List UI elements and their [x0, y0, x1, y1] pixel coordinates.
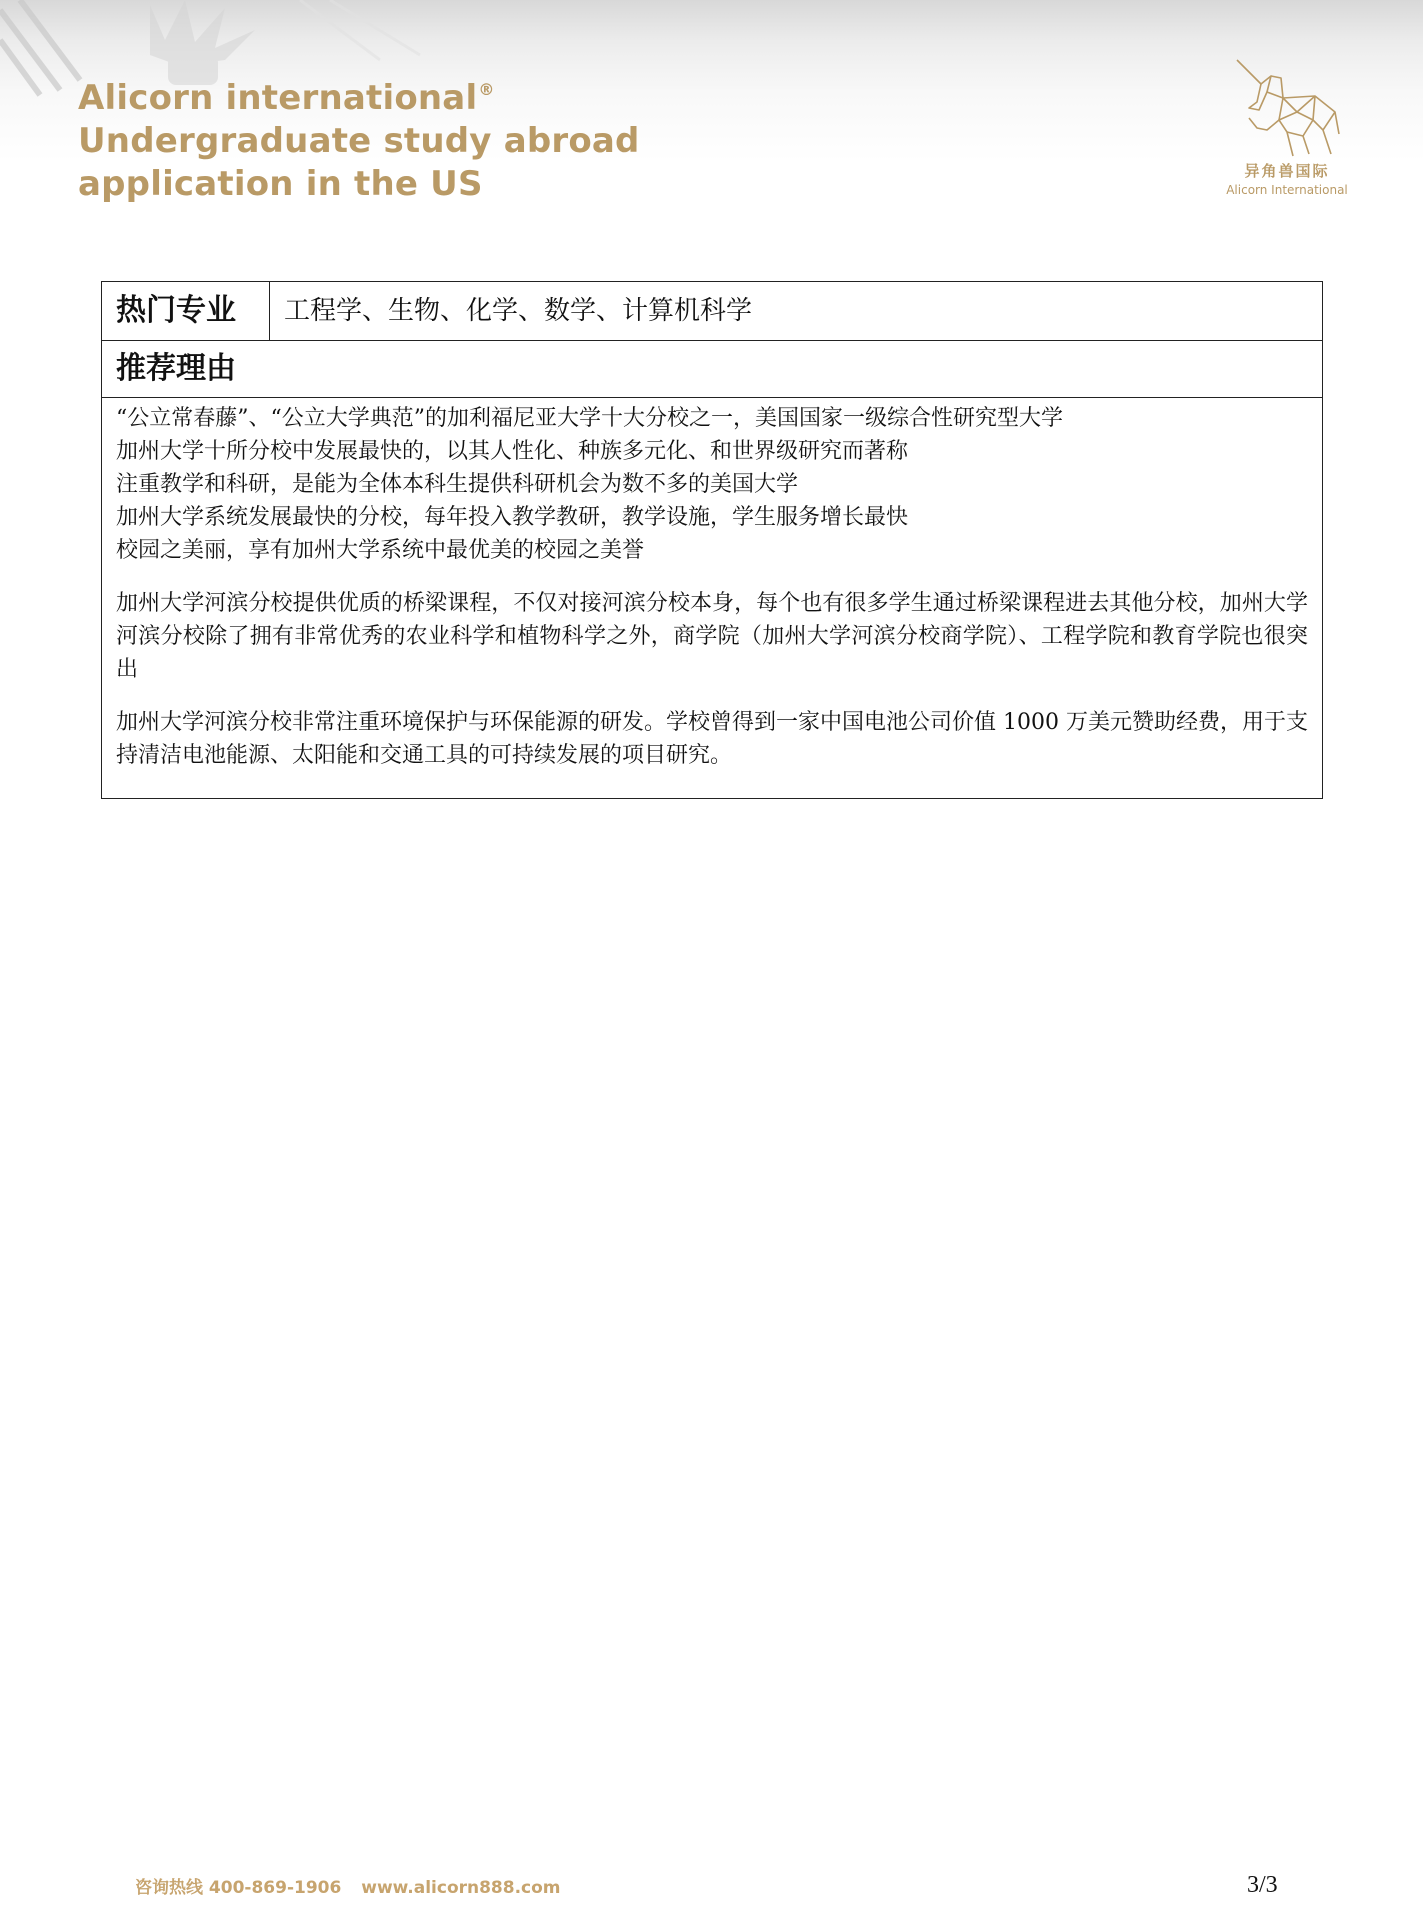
brand-line-1: Alicorn international [78, 78, 478, 118]
footer-contact [135, 1873, 561, 1898]
registered-mark: ® [478, 80, 495, 99]
logo-english-name: Alicorn International [1226, 183, 1348, 197]
popular-majors-value: 工程学、生物、化学、数学、计算机科学 [284, 296, 753, 326]
brand-line-2: Undergraduate study abroad [78, 121, 640, 161]
recommendation-reason-body [102, 398, 1322, 798]
reason-line: 注重教学和科研，是能为全体本科生提供科研机会为数不多的美国大学 [116, 472, 799, 497]
logo-chinese-name: 异角兽国际 [1244, 162, 1330, 180]
reason-line: 加州大学十所分校中发展最快的，以其人性化、种族多元化、和世界级研究而著称 [116, 439, 909, 464]
brand-line-3: application in the US [78, 164, 483, 204]
website-link[interactable]: www.alicorn888.com [361, 1878, 561, 1898]
hotline-text: 咨询热线 400-869-1906 [135, 1878, 342, 1898]
page-number: 3/3 [1247, 1872, 1278, 1898]
reason-line: 加州大学系统发展最快的分校，每年投入教学教研，教学设施，学生服务增长最快 [116, 505, 909, 530]
brand-title [78, 68, 640, 206]
reason-line: 校园之美丽，享有加州大学系统中最优美的校园之美誉 [116, 538, 645, 563]
company-logo [1212, 58, 1362, 208]
popular-majors-label: 热门专业 [102, 282, 270, 340]
recommendation-reason-label: 推荐理由 [102, 341, 1322, 398]
reason-line: “公立常春藤”、“公立大学典范”的加利福尼亚大学十大分校之一，美国国家一级综合性研究型大学 [116, 406, 1063, 431]
reason-paragraph-bridge-program: 加州大学河滨分校提供优质的桥梁课程，不仅对接河滨分校本身，每个也有很多学生通过桥梁课程进去其他分校，加州大学河滨分校除了拥有非常优秀的农业科学和植物科学之外，商学院（加州大学河滨分校商学院）、工程学院和教育学院也很突出 [116, 591, 1308, 682]
popular-majors-row [102, 282, 1322, 341]
unicorn-icon [1227, 58, 1347, 158]
university-info-table [101, 281, 1323, 799]
reason-paragraph-environment: 加州大学河滨分校非常注重环境保护与环保能源的研发。学校曾得到一家中国电池公司价值 1000 万美元赞助经费，用于支持清洁电池能源、太阳能和交通工具的可持续发展的项目研究。 [116, 710, 1308, 768]
